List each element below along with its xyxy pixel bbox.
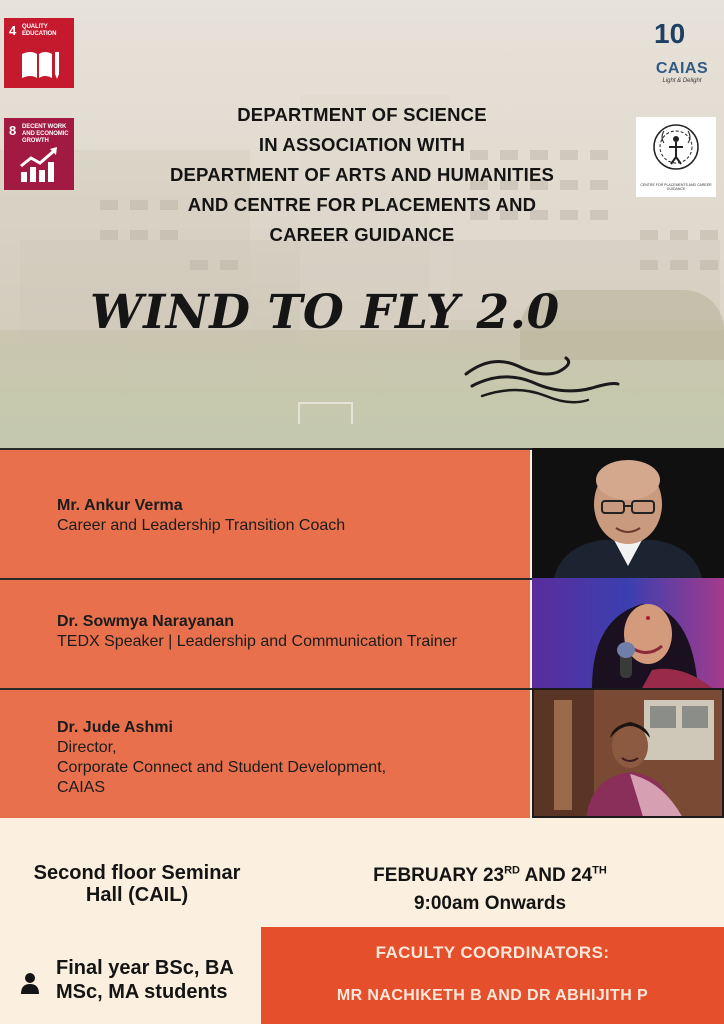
speaker-row bbox=[0, 578, 724, 688]
caias-tagline: Light & Delight bbox=[662, 78, 702, 84]
audience bbox=[20, 956, 260, 1012]
growth-chart-icon bbox=[19, 146, 61, 184]
faculty-coordinators-box bbox=[261, 927, 724, 1024]
sdg4-logo bbox=[4, 18, 74, 88]
venue-line: Second floor Seminar bbox=[33, 862, 241, 884]
date-text: FEBRUARY 23 bbox=[373, 865, 505, 886]
speaker-photo bbox=[532, 688, 724, 818]
coordinators-names: MR NACHIKETH B AND DR ABHIJITH P bbox=[336, 987, 649, 1004]
audience-line: MSc, MA students bbox=[56, 981, 228, 1003]
wind-swirl-icon bbox=[462, 352, 622, 408]
heading-line: AND CENTRE FOR PLACEMENTS AND bbox=[187, 194, 537, 215]
speaker-name: Dr. Sowmya Narayanan bbox=[57, 613, 234, 630]
divider bbox=[0, 448, 535, 450]
heading-line: DEPARTMENT OF ARTS AND HUMANITIES bbox=[169, 164, 555, 185]
organizers-heading bbox=[120, 100, 604, 250]
speaker-role: CAIAS bbox=[57, 779, 106, 796]
caias-wordmark: CAIAS bbox=[655, 60, 709, 77]
heading-line: DEPARTMENT OF SCIENCE bbox=[237, 104, 487, 125]
sdg8-logo bbox=[4, 118, 74, 190]
sdg8-label: DECENT WORK AND ECONOMIC GROWTH bbox=[22, 124, 69, 144]
person-icon bbox=[20, 972, 40, 994]
speaker-role: Corporate Connect and Student Development, bbox=[57, 759, 387, 776]
audience-text bbox=[56, 956, 234, 1004]
event-date bbox=[340, 862, 640, 918]
speaker-role: Career and Leadership Transition Coach bbox=[57, 517, 346, 534]
date-text: AND 24 bbox=[519, 865, 593, 886]
speaker-photo bbox=[532, 448, 724, 578]
speaker-name: Mr. Ankur Verma bbox=[57, 497, 183, 514]
sdg4-number: 4 bbox=[9, 23, 17, 38]
date-suffix: RD bbox=[504, 864, 520, 877]
venue bbox=[22, 862, 252, 906]
coordinators-title: FACULTY COORDINATORS: bbox=[375, 943, 610, 962]
speaker-role: Director, bbox=[57, 739, 117, 756]
divider bbox=[0, 688, 535, 690]
heading-line: CAREER GUIDANCE bbox=[269, 224, 455, 245]
centre-logo-text: CENTRE FOR PLACEMENTS AND CAREER GUIDANCE bbox=[640, 183, 712, 191]
speaker-row bbox=[0, 448, 724, 578]
caias-logo bbox=[648, 18, 716, 88]
date-line bbox=[340, 862, 640, 890]
event-time: 9:00am Onwards bbox=[413, 893, 567, 914]
divider bbox=[0, 578, 535, 580]
human-tree-icon bbox=[636, 117, 716, 181]
venue-line: Hall (CAIL) bbox=[85, 884, 189, 906]
book-pencil-icon bbox=[19, 48, 61, 82]
centre-logo bbox=[636, 117, 716, 197]
goal-post bbox=[298, 402, 353, 424]
heading-line: IN ASSOCIATION WITH bbox=[258, 134, 466, 155]
speaker-info bbox=[57, 612, 457, 652]
speaker-role: TEDX Speaker | Leadership and Communication Trainer bbox=[57, 633, 457, 650]
caias-ten: 10 bbox=[654, 18, 686, 49]
audience-line: Final year BSc, BA bbox=[56, 957, 234, 979]
speaker-info bbox=[57, 718, 386, 798]
event-title: WIND TO FLY 2.0 bbox=[90, 285, 560, 340]
speaker-row bbox=[0, 688, 724, 818]
speaker-photo bbox=[532, 578, 724, 688]
sdg4-label: QUALITY EDUCATION bbox=[22, 24, 57, 37]
speaker-name: Dr. Jude Ashmi bbox=[57, 719, 173, 736]
sdg8-number: 8 bbox=[9, 123, 17, 138]
date-suffix: TH bbox=[592, 864, 607, 877]
speaker-info bbox=[57, 496, 345, 536]
